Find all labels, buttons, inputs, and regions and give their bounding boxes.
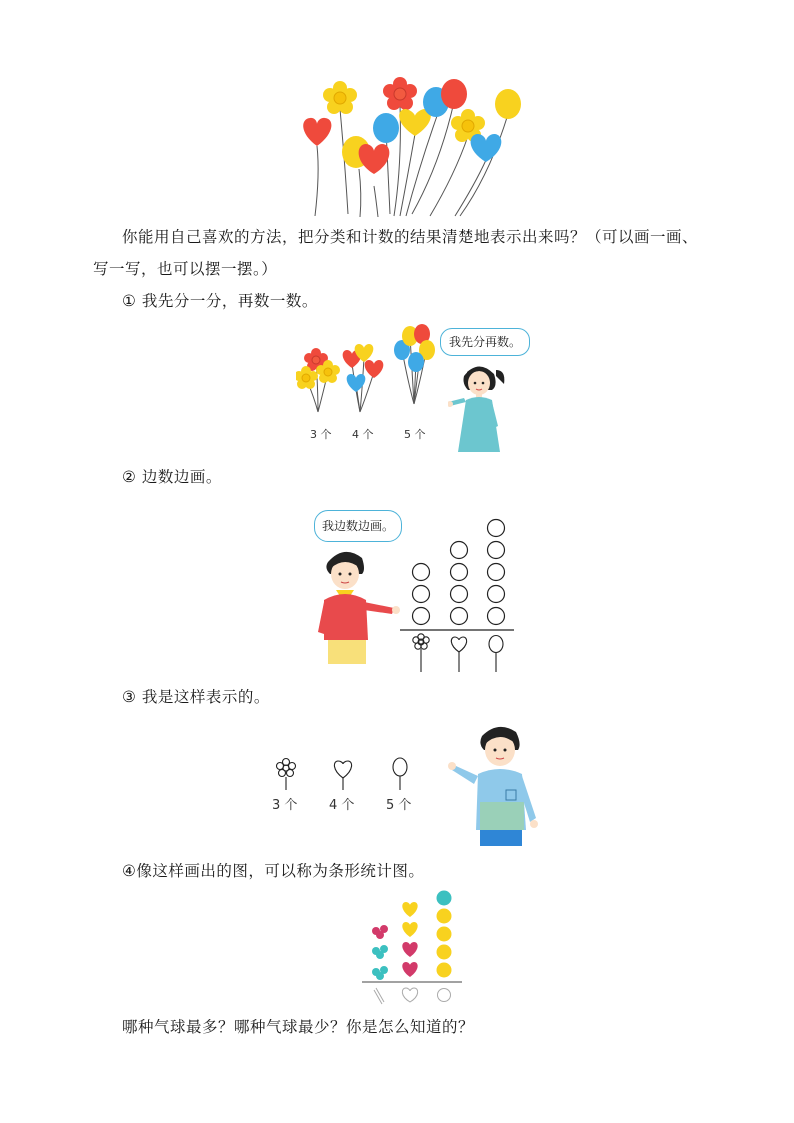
flower-balloon-icon xyxy=(374,988,384,1004)
girl-speech-text: 我先分再数。 xyxy=(448,335,521,349)
symbol-count-round: 5 个 xyxy=(386,798,412,813)
circle-icon xyxy=(413,586,430,603)
heart-column xyxy=(402,902,417,977)
circle-column-round xyxy=(488,520,505,625)
round-balloon-icon xyxy=(489,636,503,673)
heart-balloon-icon xyxy=(402,988,417,1002)
flower-balloon-icon xyxy=(413,634,429,672)
step-2-label: ② 边数边画。 xyxy=(122,468,222,486)
circle-tally-chart xyxy=(396,514,516,674)
circle-icon xyxy=(451,608,468,625)
step-3-label: ③ 我是这样表示的。 xyxy=(122,688,270,706)
circle-column-heart xyxy=(451,542,468,625)
boy-speech-text: 我边数边画。 xyxy=(321,519,394,533)
circle-icon xyxy=(488,564,505,581)
boy-blue-shirt-illustration xyxy=(444,718,544,846)
circle-icon xyxy=(488,542,505,559)
circle-icon xyxy=(413,608,430,625)
heart-balloon-icon xyxy=(451,637,466,672)
circle-icon xyxy=(488,608,505,625)
symbol-count-row xyxy=(262,752,432,816)
circle-icon xyxy=(451,586,468,603)
heart-balloon-icon xyxy=(334,761,351,790)
step-1-label: ① 我先分一分，再数一数。 xyxy=(122,292,318,310)
step-4-label: ④像这样画出的图，可以称为条形统计图。 xyxy=(122,862,425,880)
circle-column-flower xyxy=(413,564,430,625)
girl-illustration xyxy=(448,356,520,452)
group-count-heart: 4 个 xyxy=(352,428,374,441)
round-balloon-icon xyxy=(438,989,451,1002)
circle-icon xyxy=(451,542,468,559)
circle-icon xyxy=(488,520,505,537)
bar-chart-pictograph xyxy=(360,886,464,1006)
girl-speech-bubble xyxy=(440,328,530,356)
circle-icon xyxy=(488,586,505,603)
symbol-count-flower: 3 个 xyxy=(272,798,298,813)
boy-speech-bubble xyxy=(314,510,402,542)
intro-line-2: 写一写，也可以摆一摆。） xyxy=(93,260,278,278)
group-count-round: 5 个 xyxy=(404,428,426,441)
question-text: 哪种气球最多？哪种气球最少？你是怎么知道的？ xyxy=(122,1018,475,1036)
balloon-bunch-illustration xyxy=(290,74,530,219)
symbol-count-heart: 4 个 xyxy=(329,798,355,813)
flower-column xyxy=(372,925,388,980)
round-balloon-icon xyxy=(393,758,407,790)
circle-icon xyxy=(413,564,430,581)
round-column xyxy=(437,891,452,978)
group-count-flower: 3 个 xyxy=(310,428,332,441)
flower-balloon-icon xyxy=(277,759,296,791)
intro-line-1: 你能用自己喜欢的方法，把分类和计数的结果清楚地表示出来吗？（可以画一画、 xyxy=(122,228,699,246)
circle-icon xyxy=(451,564,468,581)
